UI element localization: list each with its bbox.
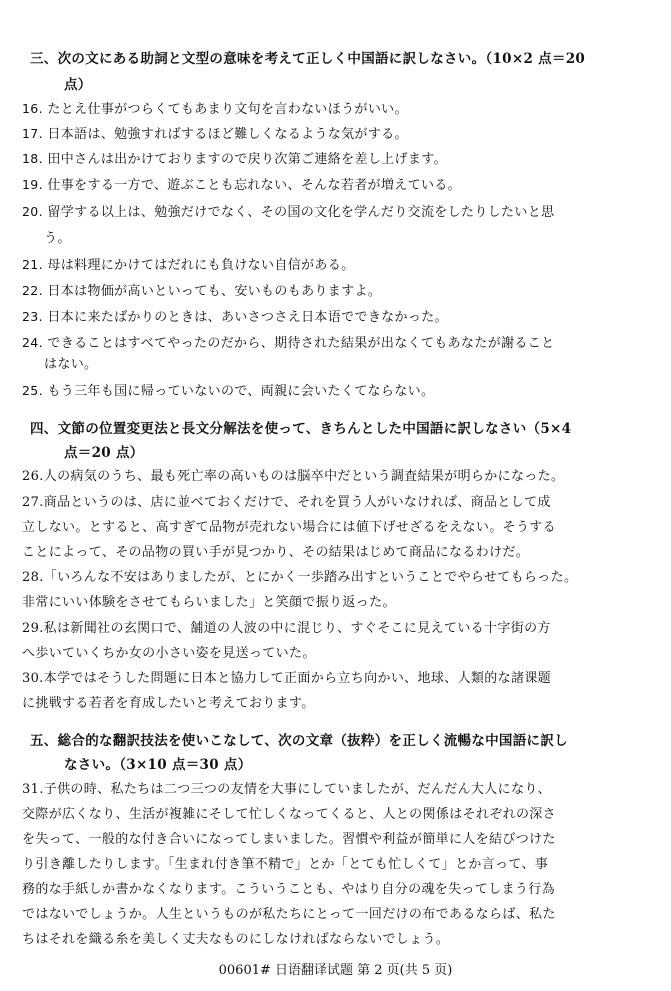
question-24 [22,334,554,353]
question-21 [22,256,354,275]
section3-title-line1: 三、次の文にある助詞と文型の意味を考えて正しく中国語に訳しなさい。（10×2 点＝20 [30,51,586,67]
question-text: 田中さんは出かけておりますので戻り次第ご連絡を差し上げます。 [47,152,447,167]
question-31-continued: り引き離したりします。「生まれ付き筆不精で」とか「とても忙しくて」とか言って、事 [22,857,549,872]
question-18 [22,150,447,169]
question-31-continued: ではないでしょうか。人生というものが私たちにとって一回だけの布であるならば、私た [22,907,556,922]
question-27-continued: 立しない。とすると、高すぎて品物が売れない場合には値下げせざるをえない。そうする [22,520,557,535]
question-29: 29.私は新聞社の玄関口で、舗道の人波の中に混じり、すぐそこに見えている十字街の方 [22,621,551,636]
question-text: 日本語は、勉強すればするほど難しくなるような気がする。 [47,127,408,142]
question-20-continued: う。 [44,231,71,246]
question-text: 日本は物価が高いといっても、安いものもありますよ。 [47,284,382,299]
section3-title-line2: 点） [64,77,92,93]
question-text: 母は料理にかけてはだれにも負けない自信がある。 [47,258,355,273]
question-number: 25. [22,383,43,398]
question-number: 20. [22,204,43,219]
question-text: 仕事をする一方で、遊ぶことも忘れない、そんな若者が増えている。 [47,178,462,193]
question-25 [22,382,434,401]
question-number: 18. [22,151,43,166]
question-number: 17. [22,126,43,141]
question-31-continued: 交際が広くなり、生活が複雑にそして忙しくなってくると、人との関係はそれぞれの深さ [22,807,557,822]
question-number: 24. [22,335,43,350]
question-31-continued: を失って、一般的な付き合いになってしまいました。習慣や利益が簡単に人を結びつけた [22,832,556,847]
question-number: 19. [22,177,43,192]
question-27-continued: ことによって、その品物の買い手が見つかり、その結果はじめて商品になるわけだ。 [22,545,530,560]
question-30: 30.本学ではそうした問題に日本と協力して正面から立ち向かい、地球、人類的な諸课题 [22,671,552,686]
section4-title-line2: 点＝20 点） [64,445,144,461]
question-20 [22,203,554,222]
question-28: 28.「いろんな不安はありましたが、とにかく一歩踏み出すということでやらせてもらった。 [22,570,578,585]
question-19 [22,176,461,195]
question-16 [22,100,408,119]
page-footer: 00601# 日语翻译试题 第 2 页(共 5 页) [218,963,453,978]
question-number: 23. [22,309,43,324]
question-number: 21. [22,257,43,272]
section5-title-line2: なさい。（3×10 点＝30 点） [64,757,252,773]
question-text: もう三年も国に帰っていないので、両親に会いたくてならない。 [47,384,435,399]
question-17 [22,125,408,144]
section4-title-line1: 四、文節の位置変更法と長文分解法を使って、きちんとした中国語に訳しなさい（5×4 [30,421,572,437]
section5-title-line1: 五、総合的な翻訳技法を使いこなして、次の文章（抜粋）を正しく流暢な中国語に訳し [30,733,568,749]
question-27: 27.商品というのは、店に並べておくだけで、それを買う人がいなければ、商品として成 [22,495,551,510]
question-number: 16. [22,101,43,116]
question-31: 31.子供の時、私たちは二つ三つの友情を大事にしていましたが、だんだん大人になり、 [22,782,552,797]
question-28-continued: 非常にいい体験をさせてもらいました」と笑顔で振り返った。 [22,595,396,610]
question-22 [22,282,381,301]
question-24-continued: はない。 [44,357,98,372]
question-text: 日本に来たばかりのときは、あいさつさえ日本语でできなかった。 [47,310,448,325]
question-text: できることはすべてやったのだから、期待された結果が出なくてもあなたが謝ること [47,336,555,351]
question-number: 22. [22,283,43,298]
question-31-continued: 務的な手紙しか書かなくなります。こういうことも、やはり自分の魂を失ってしまう行為 [22,882,555,897]
question-31-continued: ちはそれを織る糸を美しく丈夫なものにしなければならないでしょう。 [22,932,450,947]
question-29-continued: へ歩いていくちか女の小さい姿を見送っていた。 [22,646,316,661]
question-23 [22,308,448,327]
question-26: 26.人の病気のうち、最も死亡率の高いものは脳卒中だという調査結果が明らかになった。 [22,469,565,484]
question-30-continued: に挑戦する若者を育成したいと考えております。 [22,696,315,711]
question-text: たとえ仕事がつらくてもあまり文句を言わないほうがいい。 [47,102,408,117]
question-text: 留学する以上は、勉強だけでなく、その国の文化を学んだり交流をしたりしたいと思 [47,205,555,220]
